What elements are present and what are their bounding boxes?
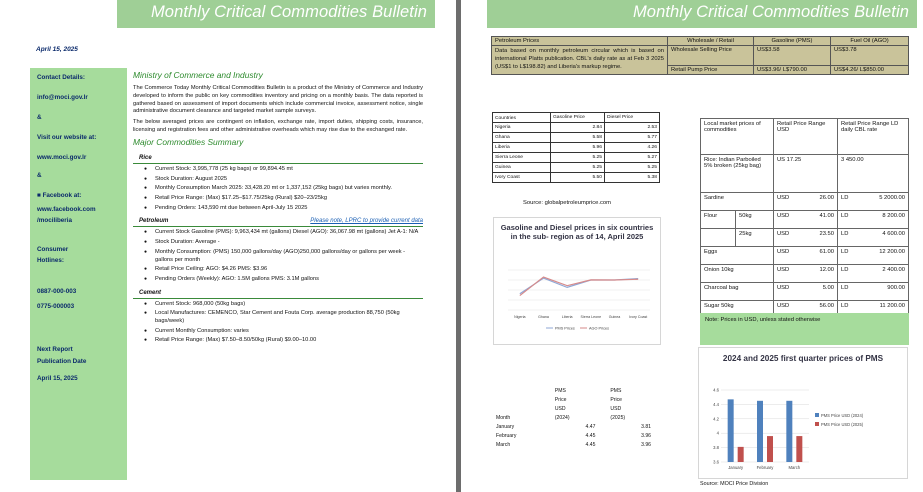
table-header: Diesel Price [605, 113, 660, 123]
y-tick-label: 4.6 [713, 387, 719, 393]
x-tick-label: March [788, 465, 801, 470]
table-header: Retail Price Range LD daily CBL rate [838, 119, 909, 155]
facebook-link-path[interactable]: /mociliberia [37, 217, 72, 224]
list-item: ● Retail Price Range: (Max) $17.25–$17.75/25kg (Rural) $20–23/25kg [155, 195, 423, 203]
series-line [520, 278, 638, 294]
bar [786, 401, 792, 462]
list-item: ● Current Stock Gasoline (PMS): 9,963,434 mt (gallons) Diesel (AGO): 36,067.98 mt (gallons) Jet A-1: N/A [155, 229, 423, 237]
regional-fuel-line-chart [493, 217, 661, 345]
y-tick-label: 4.4 [713, 401, 719, 407]
and-separator: & [37, 114, 42, 121]
legend-label: AGO Prices [589, 326, 610, 331]
hotlines-label: Hotlines: [37, 257, 64, 264]
list-item: ● Pending Orders: 143,590 mt due between April-July 15 2025 [155, 205, 423, 213]
legend-label: PMS Price USD (2024) [821, 412, 864, 418]
x-tick-label: Nigeria [514, 315, 526, 319]
facebook-label: ■ Facebook at: [37, 192, 82, 199]
table-header: Gasoline (PMS) [754, 37, 831, 46]
x-tick-label: Liberia [561, 315, 573, 319]
x-tick-label: January [728, 465, 744, 470]
bar [728, 399, 734, 462]
table-header: Fuel Oil (AGO) [831, 37, 909, 46]
pms-price-table: PMS PMS Price Price USD USD Month (2024) (2025) January 4.47 3.81 February 4.45 3.96 March 4.45 3.96 [493, 386, 663, 449]
list-item: ● Local Manufactures: CEMENCO, Star Cement and Fouta Corp. average production 88,750 (50kg bags/week) [155, 310, 423, 325]
pricing-note-paragraph: The below averaged prices are contingent on inflation, exchange rate, import duties, shipping costs, insurance, licensing and registration fees and other administrative overheads which may rise due to the exchanged rate. [133, 119, 423, 133]
x-tick-label: Ivory Coast [629, 315, 648, 319]
list-item: ● Pending Orders (Weekly): AGO: 1.5M gallons PMS: 3.1M gallons [155, 276, 423, 284]
table-row: 25kg USD 23.50 LD 4 600.00 [701, 229, 909, 247]
table-cell: Wholesale Selling Price Retail Pump Price [668, 46, 754, 75]
table-header: Local market prices of commodities [701, 119, 774, 155]
bar [796, 436, 802, 462]
y-tick-label: 3.8 [713, 445, 719, 451]
list-item: ● Monthly Consumption: (PMS) 150,000 gallons/day (AGO)250,000 gallons/day or gallons per week - gallons per month [155, 249, 423, 264]
bar-chart-source: Source: MOCI Price Division [700, 481, 769, 487]
cement-list [133, 301, 423, 345]
rice-list [133, 166, 423, 212]
table-header: Petroleum Prices [492, 37, 668, 46]
list-item: ● Stock Duration: Average - [155, 239, 423, 247]
bulletin-title-banner: Monthly Critical Commodities Bulletin [487, 0, 917, 28]
table-cell: Data based on monthly petroleum circular which is based on international Platts publication. CBL's daily rate as at Feb 3 2025 (US$1 to L$198.82) and Liberia's markup regime. [492, 46, 668, 75]
publication-date-label: Publication Date [37, 358, 87, 365]
bar [757, 401, 763, 462]
x-tick-label: Guinea [608, 315, 621, 319]
visit-website-label: Visit our website at: [37, 134, 97, 141]
table-row: Rice: Indian Parboiled 5% broken (25kg bag) US 17.25 3 450.00 [701, 155, 909, 193]
bulletin-title-banner: Monthly Critical Commodities Bulletin [117, 0, 435, 28]
bar-chart-title: 2024 and 2025 first quarter prices of PMS [722, 354, 884, 363]
table-row: Ivory Coast 5.50 5.38 [493, 173, 660, 183]
line-chart-plot [494, 262, 660, 344]
and-separator: & [37, 172, 42, 179]
contact-label: Contact Details: [37, 74, 85, 81]
legend-label: PMS Prices [555, 326, 575, 331]
x-tick-label: Ghana [538, 315, 549, 319]
hotline-2: 0775-000003 [37, 303, 75, 310]
rice-section-heading: Rice [133, 152, 423, 164]
country-prices-table [492, 112, 660, 183]
table-row: February 4.45 3.96 [496, 432, 651, 439]
table-row: March 4.45 3.96 [496, 441, 651, 448]
list-item: ● Current Monthly Consumption: varies [155, 328, 423, 336]
table-header: Countries [493, 113, 551, 123]
cement-section-heading: Cement [133, 287, 423, 299]
facebook-icon: ■ [37, 192, 41, 199]
contact-sidebar [30, 68, 127, 480]
lprc-data-link[interactable]: Please note, LPRC to provide current data [310, 218, 423, 225]
table-row: Liberia 5.96 4.26 [493, 143, 660, 153]
list-item: ● Stock Duration: August 2025 [155, 176, 423, 184]
email-link[interactable]: info@moci.gov.lr [37, 94, 88, 101]
petroleum-list [133, 229, 423, 283]
list-item: ● Current Stock: 3,995,778 (25 kg bags) or 99,894.45 mt [155, 166, 423, 174]
petroleum-prices-table [491, 36, 909, 75]
summary-heading: Major Commodities Summary [133, 137, 244, 148]
table-row: Onion 10kg USD 12.00 LD 2 400.00 [701, 265, 909, 283]
table-row: Guinea 5.25 5.25 [493, 163, 660, 173]
table-cell: US$3.78 US$4.26/ L$850.00 [831, 46, 909, 75]
ministry-heading: Ministry of Commerce and Industry [133, 70, 263, 80]
table-row: Sierra Leone 5.25 5.27 [493, 153, 660, 163]
country-table-source: Source: globalpetroleumprice.com [523, 200, 611, 206]
pms-bar-chart [698, 347, 908, 479]
x-tick-label: February [756, 465, 774, 470]
list-item: ● Current Stock: 968,000 (50kg bags) [155, 301, 423, 309]
y-tick-label: 3.6 [713, 459, 719, 465]
page-1 [0, 0, 456, 492]
facebook-link[interactable]: www.facebook.com [37, 206, 96, 213]
y-tick-label: 4 [716, 430, 719, 436]
table-row: Sardine USD 26.00 LD 5 2000.00 [701, 193, 909, 211]
legend-label: PMS Price USD (2025) [821, 421, 864, 427]
bar [767, 436, 773, 462]
table-header: Retail Price Range USD [774, 119, 838, 155]
table-row: Eggs USD 61.00 LD 12 200.00 [701, 247, 909, 265]
currency-note: Note: Prices in USD, unless stated otherwise [700, 313, 909, 345]
next-report-label: Next Report [37, 346, 73, 353]
line-chart-title: Gasoline and Diesel prices in six countries in the sub- region as of 14, April 2025 [500, 223, 654, 242]
consumer-label: Consumer [37, 246, 69, 253]
x-tick-label: Sierra Leone [580, 315, 602, 319]
table-header: Gasoline Price [551, 113, 605, 123]
list-item: ● Retail Price Ceiling: AGO: $4.26 PMS: $3.96 [155, 266, 423, 274]
legend-swatch [815, 413, 819, 417]
y-tick-label: 4.2 [713, 416, 719, 422]
main-content [133, 70, 423, 347]
table-row: January 4.47 3.81 [496, 423, 651, 430]
table-row: Charcoal bag USD 5.00 LD 900.00 [701, 283, 909, 301]
table-row: Ghana 5.58 5.77 [493, 133, 660, 143]
page-2 [461, 0, 923, 492]
bar-chart-plot [699, 386, 907, 476]
bulletin-date: April 15, 2025 [36, 46, 78, 53]
table-header: Wholesale / Retail [668, 37, 754, 46]
petroleum-section-heading: Petroleum Please note, LPRC to provide current data [133, 215, 423, 227]
hotline-1: 0887-000-003 [37, 288, 77, 295]
bar [738, 447, 744, 462]
table-row: Flour 50kg USD 41.00 LD 8 200.00 [701, 211, 909, 229]
next-report-date: April 15, 2025 [37, 375, 78, 382]
local-market-prices-table [700, 118, 909, 319]
website-link[interactable]: www.moci.gov.lr [37, 154, 87, 161]
table-row: Nigeria 2.84 2.53 [493, 123, 660, 133]
list-item: ● Retail Price Range: (Max) $7.50–8.50/50kg (Rural) $9.00–10.00 [155, 337, 423, 345]
table-row: Sugar 50kg USD 56.00 LD 11 200.00 [701, 301, 909, 319]
legend-swatch [815, 422, 819, 426]
intro-paragraph: The Commerce Today Monthly Critical Commodities Bulletin is a product of the Ministry of Commerce and Industry developed to inform the public on key commodities inventory and pricing on a monthly basis. The data reported is gathered based on assessment of import documents which include commercial invoice, assessment notice, single administrative document clearance and targeted market sample surveys. [133, 85, 423, 115]
table-cell: US$3.58 US$3.96/ L$790.00 [754, 46, 831, 75]
list-item: ● Monthly Consumption March 2025: 33,428.20 mt or 1,337,152 (25kg bags) but varies monthly. [155, 185, 423, 193]
